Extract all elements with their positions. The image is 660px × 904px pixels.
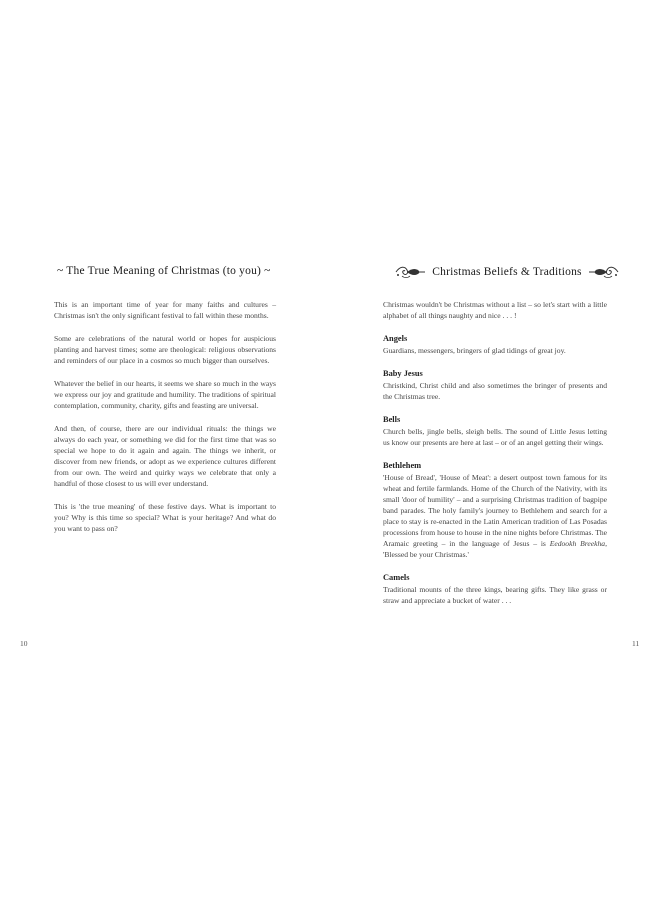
flourish-left-icon (394, 264, 426, 280)
title-row (382, 262, 632, 282)
entry-heading: Angels (383, 334, 408, 343)
entry-bethlehem (383, 460, 607, 560)
paragraph: Whatever the belief in our hearts, it seems we share so much in the ways we express our joy and gratitude and humility. The traditions of spiritual contemplation, community, charity, gifts and feasting are universal. (54, 379, 276, 410)
flourish-right-icon (588, 264, 620, 280)
aramaic-greeting: Eedookh Breekha (549, 539, 606, 548)
page-number: 10 (20, 639, 28, 648)
entry-body: Traditional mounts of the three kings, bearing gifts. They like grass or straw and appreciate a bucket of water . . . (383, 585, 607, 605)
paragraph: This is an important time of year for many faiths and cultures – Christmas isn't the only significant festival to fall within these months. (54, 300, 276, 320)
page-title: ~ The True Meaning of Christmas (to you) ~ (57, 265, 271, 277)
entry-body: Christkind, Christ child and also sometimes the bringer of presents and the Christmas tree. (383, 381, 607, 401)
entry-body-text: , 'Blessed be your Christmas.' (383, 539, 607, 559)
entry-angels (383, 333, 607, 356)
intro-paragraph: Christmas wouldn't be Christmas without a list – so let's start with a little alphabet of all things naughty and nice . . . ! (383, 300, 607, 320)
paragraph: This is 'the true meaning' of these festive days. What is important to you? Why is this time so special? What is your heritage? And what do you want to pass on? (54, 502, 276, 533)
entry-body-text: 'House of Bread', 'House of Meat': a desert outpost town famous for its wheat and fertile farmlands. Home of the Church of the Nativity, with its small 'door of humility' – and a surprising Christmas tradition of bagpipe band parades. The holy family's journey to Bethlehem and search for a place to stay is re-enacted in the Latin American tradition of Las Posadas processions from house to house in the nine nights before Christmas. The Aramaic greeting – in the language of Jesus – is (383, 473, 607, 548)
entry-body (383, 472, 607, 560)
body-text (54, 299, 276, 546)
entry-heading: Camels (383, 573, 410, 582)
entry-camels (383, 572, 607, 606)
paragraph: Some are celebrations of the natural world or hopes for auspicious planting and harvest times; some are theological: religious observations and reminders of our place in a cosmos so much bigger than ourselves. (54, 334, 276, 365)
entry-heading: Bells (383, 415, 401, 424)
paragraph: And then, of course, there are our individual rituals: the things we always do each year, or something we did for the first time that was so special we hope to do it again and again. The things we inherit, or discover from new friends, or adopt as we experience cultures different from our own. The weird and quirky ways we celebrate that only a handful of those closest to us will ever understand. (54, 424, 276, 488)
right-page (330, 0, 660, 904)
body-text (383, 299, 607, 618)
page-number: 11 (632, 639, 640, 648)
entry-heading: Baby Jesus (383, 369, 423, 378)
entry-baby-jesus (383, 368, 607, 402)
entry-body: Guardians, messengers, bringers of glad tidings of great joy. (383, 346, 566, 355)
page-title: Christmas Beliefs & Traditions (432, 266, 582, 278)
entry-heading: Bethlehem (383, 461, 422, 470)
entry-body: Church bells, jingle bells, sleigh bells. The sound of Little Jesus letting us know our presents are here at last – or of an angel getting their wings. (383, 427, 607, 447)
entry-bells (383, 414, 607, 448)
